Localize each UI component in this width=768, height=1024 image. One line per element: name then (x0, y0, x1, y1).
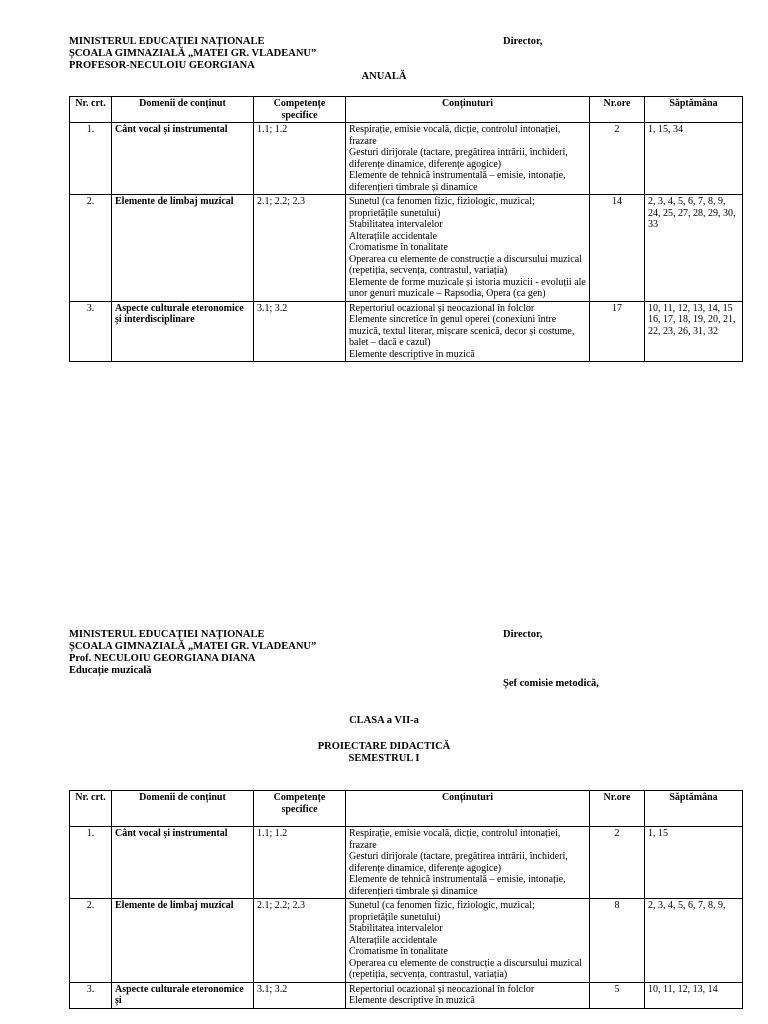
content-line: Elemente descriptive în muzică (349, 348, 475, 360)
table-row (70, 899, 743, 983)
row-weeks: 2, 3, 4, 5, 6, 7, 8, 9, (645, 899, 743, 983)
content-line: Elemente de tehnică instrumentală – emisie, intonație, diferențieri timbrale și dinamice (349, 170, 566, 193)
content-line: Operarea cu elemente de construcție a discursului muzical (repetiția, secvența, contrastul, variația) (349, 957, 582, 980)
table-row (70, 827, 743, 899)
content-line: Elemente sincretice în genul operei (conexiuni între muzică, textul literar, mișcare scenică, decor și costume, balet – dacă e cazul) (349, 314, 575, 348)
doc2-sef-label: Șef comisie metodică, (503, 678, 599, 689)
row-competences: 1.1; 1.2 (254, 827, 346, 899)
doc1-title: ANUALĂ (361, 71, 407, 82)
row-competences: 3.1; 3.2 (254, 982, 346, 1008)
row-number: 2. (70, 195, 112, 302)
doc1-director-label: Director, (503, 36, 543, 47)
doc2-semester: SEMESTRUL I (348, 753, 420, 764)
content-line: Repertoriul ocazional și neocazional în folclor (349, 983, 535, 995)
row-weeks: 10, 11, 12, 13, 14 (645, 982, 743, 1008)
content-line: Gesturi dirijorale (tactare, pregătirea intrării, închideri, diferențe dinamice, diferențe agogice) (349, 147, 568, 170)
content-line: Stabilitatea intervalelor (349, 219, 443, 230)
ministry-line: MINISTERUL EDUCAȚIEI NAȚIONALE (69, 629, 265, 640)
row-hours: 14 (590, 195, 645, 302)
school-line: ȘCOALA GIMNAZIALĂ „MATEI GR. VLADEANU” (69, 48, 317, 59)
table-row (70, 123, 743, 195)
row-competences: 1.1; 1.2 (254, 123, 346, 195)
content-line: Elemente descriptive în muzică (349, 995, 475, 1006)
row-content (346, 123, 590, 195)
doc2-class: CLASA a VII-a (349, 715, 419, 726)
row-weeks: 2, 3, 4, 5, 6, 7, 8, 9, 24, 25, 27, 28, 29, 30, 33 (645, 195, 743, 302)
row-weeks: 10, 11, 12, 13, 14, 15 16, 17, 18, 19, 20, 21, 22, 23, 26, 31, 32 (645, 301, 743, 362)
row-domain: Elemente de limbaj muzical (112, 195, 254, 302)
row-content (346, 301, 590, 362)
ministry-line: MINISTERUL EDUCAȚIEI NAȚIONALE (69, 36, 265, 47)
row-domain: Aspecte culturale eteronomice și (112, 982, 254, 1008)
col-header: Domenii de conținut (112, 791, 254, 827)
content-line: Elemente de tehnică instrumentală – emisie, intonație, diferențieri timbrale și dinamice (349, 874, 566, 897)
row-hours: 5 (590, 982, 645, 1008)
content-line: Cromatisme în tonalitate (349, 242, 448, 253)
row-hours: 2 (590, 827, 645, 899)
col-header: Competențe specifice (254, 791, 346, 827)
row-domain: Aspecte culturale eteronomice și interdisciplinare (112, 301, 254, 362)
content-line: Stabilitatea intervalelor (349, 923, 443, 934)
teacher-line: PROFESOR-NECULOIU GEORGIANA (69, 60, 255, 71)
doc2-director-label: Director, (503, 629, 543, 640)
content-line: Operarea cu elemente de construcție a discursului muzical (repetiția, secvența, contrastul, variația) (349, 253, 582, 276)
table-header-row (70, 97, 743, 123)
content-line: Repertoriul ocazional și neocazional în folclor (349, 302, 535, 314)
table-row (70, 301, 743, 362)
row-content (346, 827, 590, 899)
row-hours: 8 (590, 899, 645, 983)
content-line: Respirație, emisie vocală, dicție, controlul intonației, frazare (349, 828, 561, 851)
content-line: Sunetul (ca fenomen fizic, fiziologic, muzical; proprietățile sunetului) (349, 196, 535, 219)
row-content (346, 982, 590, 1008)
col-header: Conținuturi (346, 791, 590, 827)
row-number: 3. (70, 982, 112, 1008)
table-header-row (70, 791, 743, 827)
content-line: Elemente de forme muzicale și istoria muzicii - evoluții ale unor genuri muzicale – Rapsodia, Opera (ca gen) (349, 276, 586, 299)
row-content (346, 899, 590, 983)
row-competences: 3.1; 3.2 (254, 301, 346, 362)
row-number: 3. (70, 301, 112, 362)
teacher-line: Prof. NECULOIU GEORGIANA DIANA (69, 653, 256, 664)
row-domain: Cânt vocal și instrumental (112, 827, 254, 899)
row-number: 1. (70, 123, 112, 195)
col-header: Nr.ore (590, 791, 645, 827)
row-competences: 2.1; 2.2; 2.3 (254, 195, 346, 302)
row-competences: 2.1; 2.2; 2.3 (254, 899, 346, 983)
col-header: Săptămâna (645, 791, 743, 827)
content-line: Sunetul (ca fenomen fizic, fiziologic, muzical; proprietățile sunetului) (349, 900, 535, 923)
col-header: Competențe specifice (254, 97, 346, 123)
content-line: Gesturi dirijorale (tactare, pregătirea intrării, închideri, diferențe dinamice, diferențe agogice) (349, 851, 568, 874)
table-row (70, 195, 743, 302)
col-header: Nr. crt. (70, 791, 112, 827)
content-line: Alterațiile accidentale (349, 230, 438, 242)
col-header: Nr. crt. (70, 97, 112, 123)
col-header: Săptămâna (645, 97, 743, 123)
row-number: 2. (70, 899, 112, 983)
doc2-table (69, 790, 743, 1009)
doc2-header (69, 629, 316, 677)
table-row (70, 982, 743, 1008)
row-domain: Elemente de limbaj muzical (112, 899, 254, 983)
col-header: Nr.ore (590, 97, 645, 123)
content-line: Cromatisme în tonalitate (349, 946, 448, 957)
row-number: 1. (70, 827, 112, 899)
content-line: Alterațiile accidentale (349, 934, 438, 946)
row-hours: 2 (590, 123, 645, 195)
doc1-table (69, 96, 743, 362)
col-header: Conținuturi (346, 97, 590, 123)
content-line: Respirație, emisie vocală, dicție, controlul intonației, frazare (349, 124, 561, 147)
subject-line: Educație muzicală (69, 665, 152, 676)
row-hours: 17 (590, 301, 645, 362)
doc2-title: PROIECTARE DIDACTICĂ (317, 741, 451, 752)
row-weeks: 1, 15 (645, 827, 743, 899)
col-header: Domenii de conținut (112, 97, 254, 123)
row-domain: Cânt vocal și instrumental (112, 123, 254, 195)
school-line: ȘCOALA GIMNAZIALĂ „MATEI GR. VLADEANU” (69, 641, 317, 652)
row-weeks: 1, 15, 34 (645, 123, 743, 195)
doc1-header (69, 36, 316, 72)
row-content (346, 195, 590, 302)
